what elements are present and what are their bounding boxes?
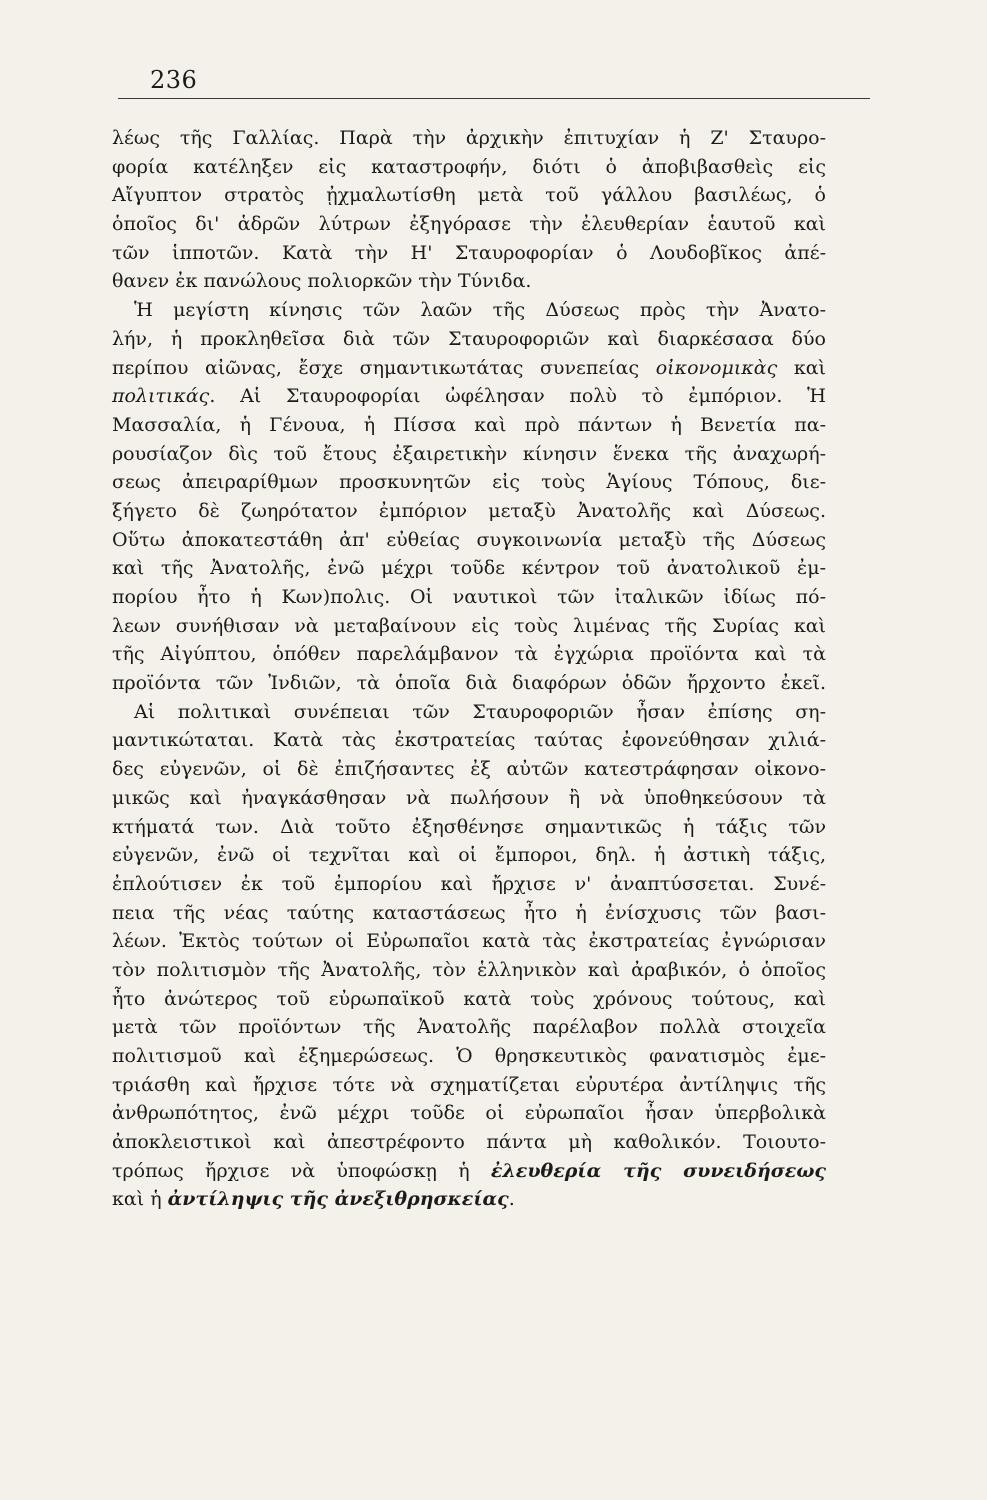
text-run: πολιτισμοῦ καὶ ἐξημερώσεως. Ὁ θρησκευτικὸς φανατισμὸς ἐμε- — [112, 1045, 826, 1067]
text-run: Αἱ πολιτικαὶ συνέπειαι τῶν Σταυροφοριῶν ἦσαν ἐπίσης ση- — [134, 700, 826, 723]
text-run: τῆς Αἰγύπτου, ὁπόθεν παρελάμβανον τὰ ἐγχώρια προϊόντα καὶ τὰ — [112, 643, 826, 666]
text-line — [112, 669, 826, 698]
text-line — [112, 1185, 826, 1214]
text-line — [112, 698, 826, 727]
text-run: ὁποῖος δι' ἁδρῶν λύτρων ἐξηγόρασε τὴν ἐλευθερίαν ἑαυτοῦ καὶ — [112, 213, 826, 236]
text-line — [112, 382, 826, 411]
text-run: εὐγενῶν, ἐνῶ οἱ τεχνῖται καὶ οἱ ἔμποροι, δηλ. ἡ ἀστικὴ τάξις, — [112, 844, 826, 867]
emphasized-phrase: ἀντίληψις τῆς ἀνεξιθρησκείας — [167, 1188, 509, 1211]
text-line — [112, 153, 826, 182]
text-run: ἀποκλειστικοὶ καὶ ἀπεστρέφοντο πάντα μὴ καθολικόν. Τοιουτο- — [112, 1131, 826, 1154]
text-run: τριάσθη καὶ ἤρχισε τότε νὰ σχηματίζεται εὐρυτέρα ἀντίληψις τῆς — [112, 1073, 826, 1096]
text-line — [112, 468, 826, 497]
text-run: Αἴγυπτον στρατὸς ᾐχμαλωτίσθη μετὰ τοῦ γάλλου βασιλέως, ὁ — [112, 184, 826, 207]
text-line — [112, 755, 826, 784]
text-line — [112, 813, 826, 842]
text-run: καὶ τῆς Ἀνατολῆς, ἐνῶ μέχρι τοῦδε κέντρον τοῦ ἀνατολικοῦ ἐμ- — [112, 557, 826, 580]
text-run: δες εὐγενῶν, οἱ δὲ ἐπιζήσαντες ἐξ αὐτῶν κατεστράφησαν οἰκονο- — [112, 758, 826, 781]
text-run: Ἡ μεγίστη κίνησις τῶν λαῶν τῆς Δύσεως πρὸς τὴν Ἀνατο- — [134, 299, 826, 322]
text-run: λήν, ἡ προκληθεῖσα διὰ τῶν Σταυροφοριῶν καὶ διαρκέσασα δύο — [112, 327, 826, 350]
text-line — [112, 726, 826, 755]
text-run: λέως τῆς Γαλλίας. Παρὰ τὴν ἀρχικὴν ἐπιτυχίαν ἡ Ζ' Σταυρο- — [112, 127, 826, 149]
text-run: Μασσαλία, ἡ Γένουα, ἡ Πίσσα καὶ πρὸ πάντων ἡ Βενετία πα- — [112, 413, 826, 436]
text-run: μικῶς καὶ ἠναγκάσθησαν νὰ πωλήσουν ἢ νὰ ὑποθηκεύσουν τὰ — [112, 786, 826, 809]
text-run: λέων. Ἐκτὸς τούτων οἱ Εὐρωπαῖοι κατὰ τὰς ἐκστρατείας ἐγνώρισαν — [112, 930, 826, 953]
text-line — [112, 784, 826, 813]
text-line — [112, 440, 826, 469]
text-run: θανεν ἐκ πανώλους πολιορκῶν τὴν Τύνιδα. — [112, 270, 532, 293]
header-rule — [118, 98, 870, 99]
text-line — [112, 927, 826, 956]
text-line — [112, 1157, 826, 1186]
text-run: ἀνθρωπότητος, ἐνῶ μέχρι τοῦδε οἱ εὐρωπαῖοι ἦσαν ὑπερβολικὰ — [112, 1102, 826, 1125]
text-run: φορία κατέληξεν εἰς καταστροφήν, διότι ὁ ἀποβιβασθεὶς εἰς — [112, 155, 826, 178]
text-run: μαντικώταται. Κατὰ τὰς ἐκστρατείας ταύτας ἐφονεύθησαν χιλιά- — [112, 729, 826, 752]
text-run: ἦτο ἀνώτερος τοῦ εὐρωπαϊκοῦ κατὰ τοὺς χρόνους τούτους, καὶ — [112, 987, 826, 1010]
italic-phrase: οἰκονομικὰς — [655, 356, 778, 379]
text-line — [112, 640, 826, 669]
text-run: ρουσίαζον δὶς τοῦ ἔτους ἐξαιρετικὴν κίνησιν ἕνεκα τῆς ἀναχωρή- — [112, 442, 826, 465]
text-line — [112, 124, 826, 153]
text-line — [112, 239, 826, 268]
text-run: πορίου ἦτο ἡ Κων)πολις. Οἱ ναυτικοὶ τῶν ἰταλικῶν ἰδίως πό- — [112, 586, 826, 608]
text-run: τῶν ἱπποτῶν. Κατὰ τὴν Η' Σταυροφορίαν ὁ Λουδοβῖκος ἀπέ- — [112, 241, 826, 264]
text-run: . — [508, 1188, 515, 1211]
text-run: πεια τῆς νέας ταύτης καταστάσεως ἦτο ἡ ἐνίσχυσις τῶν βασι- — [112, 901, 826, 924]
text-line — [112, 1013, 826, 1042]
text-run: τρόπως ἤρχισε νὰ ὑποφώσκῃ ἡ — [112, 1159, 491, 1182]
text-run: λεων συνήθισαν νὰ μεταβαίνουν εἰς τοὺς λιμένας τῆς Συρίας καὶ — [112, 614, 826, 637]
text-line — [112, 583, 826, 612]
text-run: καὶ — [777, 356, 826, 379]
emphasized-phrase: ἐλευθερία τῆς συνειδήσεως — [490, 1159, 826, 1182]
text-line — [112, 354, 826, 383]
text-line — [112, 296, 826, 325]
text-run: ξήγετο δὲ ζωηρότατον ἐμπόριον μεταξὺ Ἀνατολῆς καὶ Δύσεως. — [112, 499, 826, 522]
text-line — [112, 1099, 826, 1128]
text-line — [112, 985, 826, 1014]
text-line — [112, 841, 826, 870]
body-text — [112, 124, 826, 1214]
text-line — [112, 411, 826, 440]
text-run: σεως ἀπειραρίθμων προσκυνητῶν εἰς τοὺς Ἁγίους Τόπους, διε- — [112, 471, 826, 494]
text-line — [112, 497, 826, 526]
text-run: . Αἱ Σταυροφορίαι ὠφέλησαν πολὺ τὸ ἐμπόριον. Ἡ — [209, 385, 826, 408]
text-run: καὶ ἡ — [112, 1188, 168, 1211]
text-run: μετὰ τῶν προϊόντων τῆς Ἀνατολῆς παρέλαβον πολλὰ στοιχεῖα — [112, 1016, 826, 1039]
text-line — [112, 181, 826, 210]
text-line — [112, 956, 826, 985]
text-line — [112, 1071, 826, 1100]
text-run: περίπου αἰῶνας, ἔσχε σημαντικωτάτας συνεπείας — [112, 356, 656, 379]
page-number: 236 — [150, 66, 198, 94]
text-line — [112, 554, 826, 583]
text-line — [112, 612, 826, 641]
text-line — [112, 1128, 826, 1157]
text-run: Οὕτω ἀποκατεστάθη ἀπ' εὐθείας συγκοινωνία μεταξὺ τῆς Δύσεως — [112, 528, 826, 551]
text-line — [112, 899, 826, 928]
italic-phrase: πολιτικάς — [112, 385, 210, 408]
text-line — [112, 325, 826, 354]
text-run: ἐπλούτισεν ἐκ τοῦ ἐμπορίου καὶ ἤρχισε ν' ἀναπτύσσεται. Συνέ- — [112, 872, 826, 895]
text-run: προϊόντα τῶν Ἰνδιῶν, τὰ ὁποῖα διὰ διαφόρων ὁδῶν ἤρχοντο ἐκεῖ. — [112, 672, 826, 695]
text-line — [112, 870, 826, 899]
text-run: τὸν πολιτισμὸν τῆς Ἀνατολῆς, τὸν ἑλληνικὸν καὶ ἀραβικόν, ὁ ὁποῖος — [112, 958, 826, 981]
text-line — [112, 267, 826, 296]
text-line — [112, 526, 826, 555]
text-line — [112, 210, 826, 239]
text-line — [112, 1042, 826, 1071]
text-run: κτήματά των. Διὰ τοῦτο ἐξησθένησε σημαντικῶς ἡ τάξις τῶν — [112, 815, 826, 838]
